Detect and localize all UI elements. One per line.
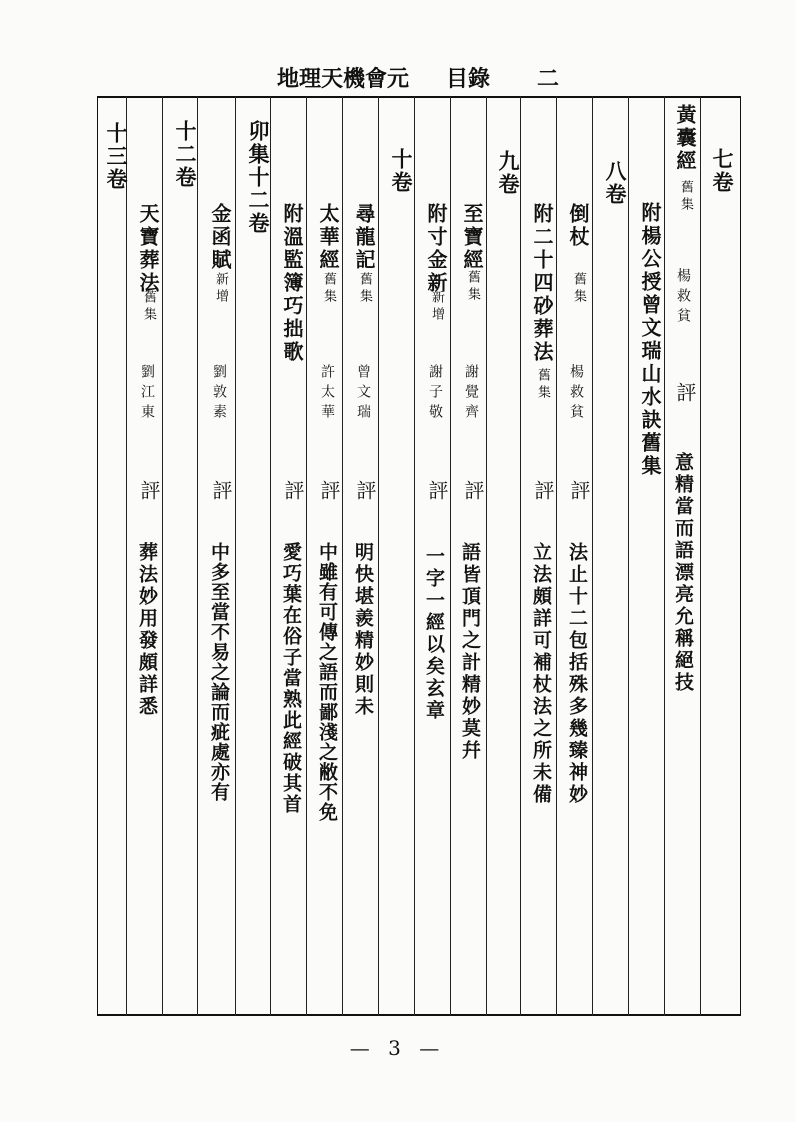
entry-comment: 明快堪羨精妙則未 <box>352 542 374 718</box>
entry-title: 倒杖 <box>566 203 590 249</box>
page-header <box>0 62 795 92</box>
entry-tag: 舊集 <box>321 272 336 306</box>
entry-author: 劉江東 <box>139 364 155 424</box>
entry-tag: 新增 <box>213 272 228 306</box>
entry-title: 太華經 <box>316 203 340 272</box>
review-mark: 評 <box>673 382 697 403</box>
column-rule <box>700 96 701 1016</box>
book-title: 地理天機會元 <box>277 66 410 92</box>
entry-tag: 新增 <box>429 290 444 324</box>
entry-author: 楊救貧 <box>568 364 584 424</box>
volume-heading: 七卷 <box>710 148 735 194</box>
entry-comment: 法止十二包括殊多幾臻神妙 <box>566 542 588 806</box>
entry-tag: 舊集 <box>465 270 480 304</box>
review-mark: 評 <box>425 480 449 501</box>
review-mark: 評 <box>209 480 233 501</box>
entry-comment: 愛巧葉在俗子當熟此經破其首 <box>280 542 302 815</box>
entry-comment: 語皆頂門之計精妙莫幷 <box>459 542 481 762</box>
entry-tag: 舊集 <box>535 368 550 402</box>
entry-title: 天寶葬法 <box>136 203 160 295</box>
volume-heading: 卯集十二卷 <box>246 120 271 235</box>
entry-title: 金函賦 <box>208 203 232 272</box>
section-title: 目錄 <box>446 66 491 92</box>
entry-title: 黃囊經 <box>673 104 697 173</box>
volume-heading: 十三卷 <box>104 122 129 191</box>
entry-comment: 葬法妙用發頗詳悉 <box>136 542 158 718</box>
volume-heading: 十二卷 <box>173 120 198 189</box>
review-mark: 評 <box>281 480 305 501</box>
entry-comment: 意精當而語漂亮允稱絕技 <box>672 452 694 694</box>
entry-tag: 舊集 <box>571 272 586 306</box>
entry-author: 謝覺齊 <box>463 364 479 424</box>
column-rule <box>197 96 198 1016</box>
column-rule <box>414 96 415 1016</box>
review-mark: 評 <box>317 480 341 501</box>
entry-title: 附楊公授曾文瑞山水訣舊集 <box>638 202 662 478</box>
review-mark: 評 <box>461 480 485 501</box>
entry-author: 許太華 <box>319 364 335 424</box>
entry-comment: 中多至當不易之論而疵處亦有 <box>208 542 230 802</box>
entry-title: 至寶經 <box>460 203 484 272</box>
entry-title: 附寸金新 <box>424 203 448 295</box>
review-mark: 評 <box>353 480 377 501</box>
volume-heading: 九卷 <box>496 150 521 196</box>
entry-title: 附二十四砂葬法 <box>530 203 554 364</box>
entry-title: 尋龍記 <box>352 203 376 272</box>
entry-tag: 舊集 <box>357 272 372 306</box>
review-mark: 評 <box>137 480 161 501</box>
entry-tag: 舊集 <box>678 180 693 214</box>
volume-number: 二 <box>537 66 560 92</box>
volume-heading: 八卷 <box>603 160 628 206</box>
review-mark: 評 <box>531 480 555 501</box>
column-rule <box>628 96 629 1016</box>
entry-author: 曾文瑞 <box>355 364 371 424</box>
entry-author: 謝子敬 <box>427 364 443 424</box>
entry-comment: 一字一經以矣玄章 <box>423 546 445 722</box>
entry-author: 劉敦素 <box>211 364 227 424</box>
entry-comment: 立法頗詳可補杖法之所未備 <box>530 542 552 806</box>
page-number: — 3 — <box>349 1036 446 1060</box>
entry-title: 附溫監簿巧拙歌 <box>280 203 304 364</box>
review-mark: 評 <box>567 480 591 501</box>
entry-tag: 舊集 <box>141 290 156 324</box>
volume-heading: 十卷 <box>389 148 414 194</box>
entry-author: 楊救貧 <box>675 268 691 328</box>
entry-comment: 中雖有可傳之語而鄙淺之敝不免 <box>316 542 338 822</box>
column-rule <box>126 96 127 1016</box>
column-rule <box>520 96 521 1016</box>
column-rule <box>235 96 236 1016</box>
